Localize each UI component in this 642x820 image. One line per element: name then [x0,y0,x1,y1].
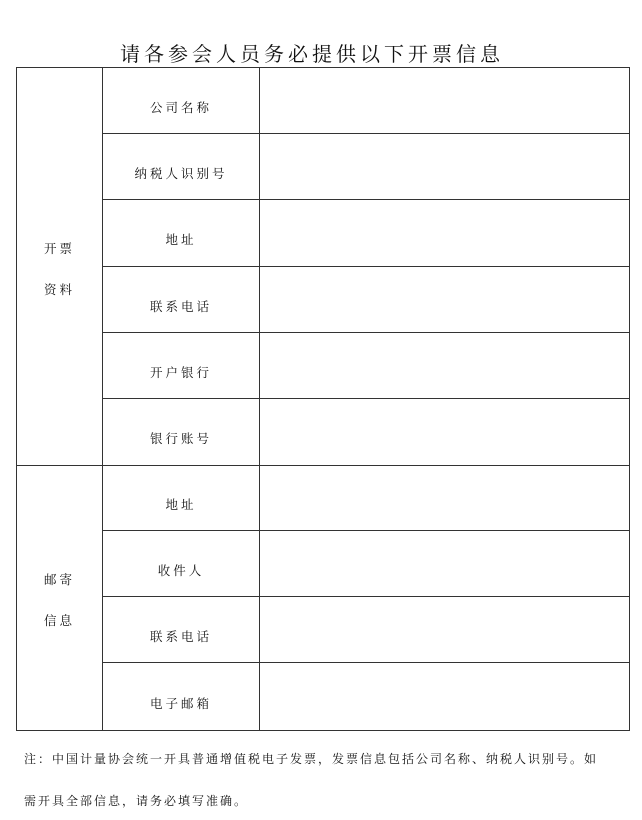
section-label-line: 邮寄 [43,572,75,587]
table-row [17,68,630,134]
field-label: 银行账号 [103,399,260,466]
invoice-info-table [16,67,630,731]
table-row [17,399,630,466]
section-label-line: 信息 [43,613,75,628]
table-row [17,267,630,333]
table-row [17,531,630,597]
field-value-cell[interactable] [260,466,630,531]
field-value-cell[interactable] [260,200,630,267]
note-line-2: 需开具全部信息，请务必填写准确。 [24,794,249,808]
table-row [17,663,630,731]
field-label: 地址 [103,466,260,531]
section-label [17,466,103,731]
table-row [17,597,630,663]
table-row [17,466,630,531]
note-line-1: 注：中国计量协会统一开具普通增值税电子发票，发票信息包括公司名称、纳税人识别号。如 [24,752,599,766]
section-label-line: 资料 [43,281,75,297]
field-label: 收件人 [103,531,260,597]
field-value-cell[interactable] [260,597,630,663]
field-label: 地址 [103,200,260,267]
field-value-cell[interactable] [260,333,630,399]
section-label [17,68,103,466]
field-value-cell[interactable] [260,68,630,134]
table-row [17,200,630,267]
page-title: 请各参会人员务必提供以下开票信息 [120,42,504,66]
field-value-cell[interactable] [260,267,630,333]
field-label: 联系电话 [103,267,260,333]
field-value-cell[interactable] [260,531,630,597]
field-value-cell[interactable] [260,399,630,466]
field-label: 开户银行 [103,333,260,399]
table-row [17,333,630,399]
field-value-cell[interactable] [260,663,630,731]
field-label: 公司名称 [103,68,260,134]
field-label: 联系电话 [103,597,260,663]
section-label-line: 开票 [43,240,75,256]
table-row [17,134,630,200]
field-label: 电子邮箱 [103,663,260,731]
field-label: 纳税人识别号 [103,134,260,200]
field-value-cell[interactable] [260,134,630,200]
